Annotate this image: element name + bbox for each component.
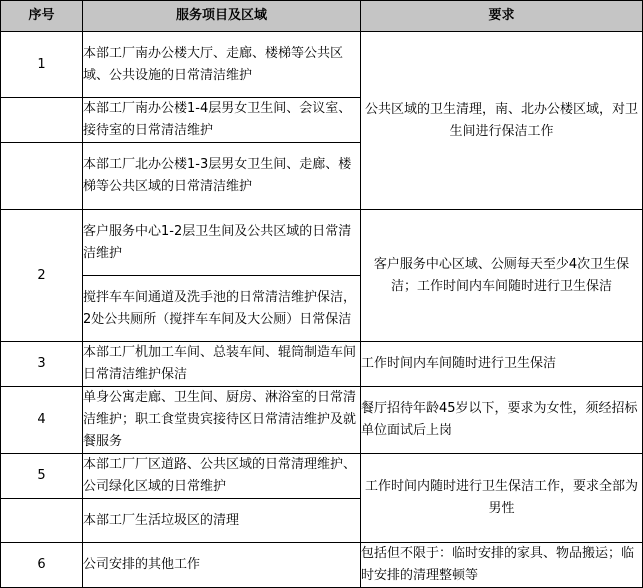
seq-cell: 6 <box>1 543 83 588</box>
header-seq: 序号 <box>1 1 83 32</box>
requirement-cell: 客户服务中心区域、公厕每天至少4次卫生保洁；工作时间内车间随时进行卫生保洁 <box>361 210 643 342</box>
table-row <box>1 342 643 387</box>
table-row <box>1 543 643 588</box>
requirement-cell: 工作时间内车间随时进行卫生保洁 <box>361 342 643 387</box>
table-row <box>1 210 643 276</box>
item-cell: 客户服务中心1-2层卫生间及公共区域的日常清洁维护 <box>83 210 361 276</box>
seq-cell: 4 <box>1 387 83 454</box>
seq-cell: 2 <box>1 210 83 342</box>
item-cell: 本部工厂机加工车间、总装车间、辊筒制造车间日常清洁维护保洁 <box>83 342 361 387</box>
item-cell: 本部工厂北办公楼1-3层男女卫生间、走廊、楼梯等公共区域的日常清洁维护 <box>83 143 361 210</box>
seq-cell: 5 <box>1 454 83 499</box>
table-row <box>1 454 643 499</box>
requirement-cell: 工作时间内随时进行卫生保洁工作，要求全部为男性 <box>361 454 643 543</box>
requirement-cell: 包括但不限于：临时安排的家具、物品搬运；临时安排的清理整顿等 <box>361 543 643 588</box>
header-row <box>1 1 643 32</box>
table-row <box>1 32 643 98</box>
header-req: 要求 <box>361 1 643 32</box>
item-cell: 单身公寓走廊、卫生间、厨房、淋浴室的日常清洁维护；职工食堂贵宾接待区日常清洁维护及就餐服务 <box>83 387 361 454</box>
item-cell: 公司安排的其他工作 <box>83 543 361 588</box>
header-item: 服务项目及区域 <box>83 1 361 32</box>
item-cell: 搅拌车车间通道及洗手池的日常清洁维护保洁，2处公共厕所（搅拌车车间及大公厕）日常保洁 <box>83 276 361 342</box>
seq-cell <box>1 499 83 543</box>
item-cell: 本部工厂生活垃圾区的清理 <box>83 499 361 543</box>
requirement-cell: 餐厅招待年龄45岁以下，要求为女性，须经招标单位面试后上岗 <box>361 387 643 454</box>
seq-cell <box>1 143 83 210</box>
seq-cell: 1 <box>1 32 83 98</box>
requirement-cell: 公共区域的卫生清理，南、北办公楼区域，对卫生间进行保洁工作 <box>361 32 643 210</box>
seq-cell <box>1 98 83 143</box>
table-row <box>1 387 643 454</box>
item-cell: 本部工厂南办公楼1-4层男女卫生间、会议室、接待室的日常清洁维护 <box>83 98 361 143</box>
item-cell: 本部工厂南办公楼大厅、走廊、楼梯等公共区域、公共设施的日常清洁维护 <box>83 32 361 98</box>
seq-cell: 3 <box>1 342 83 387</box>
item-cell: 本部工厂厂区道路、公共区域的日常清理维护、公司绿化区域的日常维护 <box>83 454 361 499</box>
